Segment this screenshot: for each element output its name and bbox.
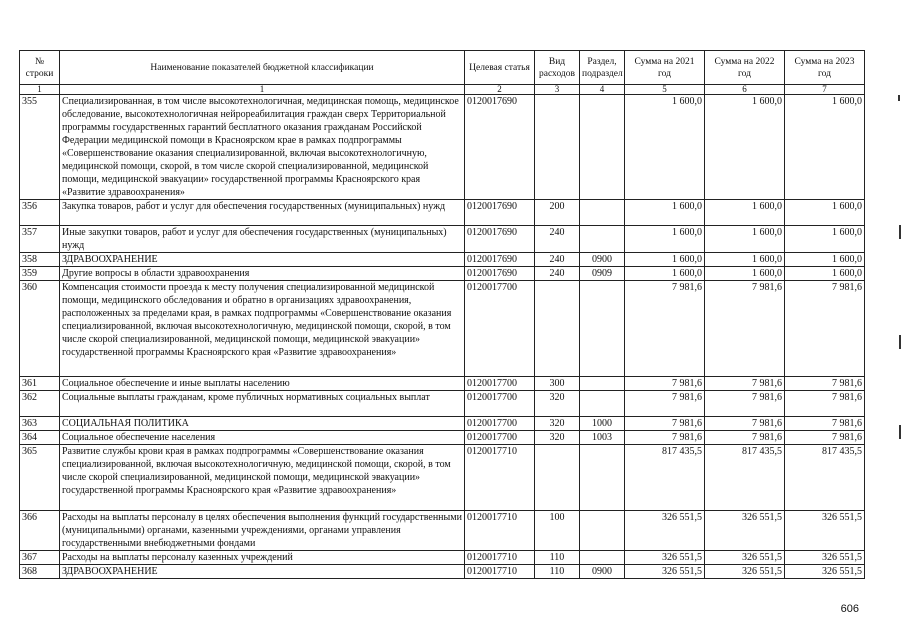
header-expense-type: Вид расходов xyxy=(535,51,580,85)
row-section xyxy=(580,200,625,226)
row-sum-2023: 7 981,6 xyxy=(785,431,865,445)
row-sum-2023: 326 551,5 xyxy=(785,565,865,579)
table-row xyxy=(20,417,865,431)
column-number-row xyxy=(20,85,865,95)
row-sum-2022: 7 981,6 xyxy=(705,377,785,391)
column-number: 3 xyxy=(535,85,580,95)
row-sum-2022: 7 981,6 xyxy=(705,391,785,417)
table-row xyxy=(20,377,865,391)
header-indicator-name: Наименование показателей бюджетной классификации xyxy=(60,51,465,85)
row-expense-type: 240 xyxy=(535,226,580,253)
row-target-article: 0120017690 xyxy=(465,200,535,226)
table-row xyxy=(20,551,865,565)
column-number: 1 xyxy=(60,85,465,95)
row-name: Компенсация стоимости проезда к месту получения специализированной медицинской помощи, медицинского обследования и обратно в организациях здравоохранения, расположенных за пределами края, в рамках подпрограммы «Совершенствование оказания специализированной, включая высокотехнологичную, медицинской помощи, скорой, в том числе скорой специализированной, медицинской помощи, медицинской эвакуации» государственной программы Красноярского края «Развитие здравоохранения» xyxy=(60,281,465,377)
row-number: 363 xyxy=(20,417,60,431)
table-row xyxy=(20,565,865,579)
row-section xyxy=(580,551,625,565)
row-sum-2021: 1 600,0 xyxy=(625,95,705,200)
row-name: Расходы на выплаты персоналу казенных учреждений xyxy=(60,551,465,565)
row-sum-2022: 1 600,0 xyxy=(705,267,785,281)
row-target-article: 0120017700 xyxy=(465,431,535,445)
header-sum-2022: Сумма на 2022 год xyxy=(705,51,785,85)
row-sum-2021: 1 600,0 xyxy=(625,200,705,226)
row-sum-2021: 7 981,6 xyxy=(625,391,705,417)
row-sum-2021: 7 981,6 xyxy=(625,281,705,377)
row-section xyxy=(580,281,625,377)
row-name: ЗДРАВООХРАНЕНИЕ xyxy=(60,253,465,267)
header-section: Раздел, подраздел xyxy=(580,51,625,85)
page-number: 606 xyxy=(840,603,859,615)
header-row-number: № строки xyxy=(20,51,60,85)
row-target-article: 0120017700 xyxy=(465,417,535,431)
row-name: СОЦИАЛЬНАЯ ПОЛИТИКА xyxy=(60,417,465,431)
row-target-article: 0120017700 xyxy=(465,281,535,377)
row-target-article: 0120017700 xyxy=(465,391,535,417)
table-row xyxy=(20,226,865,253)
row-expense-type: 240 xyxy=(535,267,580,281)
row-name: Социальные выплаты гражданам, кроме публичных нормативных социальных выплат xyxy=(60,391,465,417)
table-row xyxy=(20,431,865,445)
row-name: Иные закупки товаров, работ и услуг для обеспечения государственных (муниципальных) нужд xyxy=(60,226,465,253)
column-number: 4 xyxy=(580,85,625,95)
row-sum-2021: 7 981,6 xyxy=(625,377,705,391)
row-section xyxy=(580,377,625,391)
table-row xyxy=(20,445,865,511)
row-name: Закупка товаров, работ и услуг для обеспечения государственных (муниципальных) нужд xyxy=(60,200,465,226)
row-sum-2022: 7 981,6 xyxy=(705,417,785,431)
row-sum-2023: 7 981,6 xyxy=(785,391,865,417)
column-number: 6 xyxy=(705,85,785,95)
row-sum-2021: 1 600,0 xyxy=(625,226,705,253)
row-expense-type xyxy=(535,281,580,377)
row-expense-type: 110 xyxy=(535,551,580,565)
row-expense-type: 240 xyxy=(535,253,580,267)
row-section: 1003 xyxy=(580,431,625,445)
row-sum-2022: 817 435,5 xyxy=(705,445,785,511)
row-sum-2022: 326 551,5 xyxy=(705,565,785,579)
row-target-article: 0120017710 xyxy=(465,511,535,551)
row-section: 0909 xyxy=(580,267,625,281)
row-sum-2021: 1 600,0 xyxy=(625,267,705,281)
row-number: 366 xyxy=(20,511,60,551)
row-sum-2023: 1 600,0 xyxy=(785,200,865,226)
table-row xyxy=(20,95,865,200)
row-sum-2022: 326 551,5 xyxy=(705,551,785,565)
row-number: 359 xyxy=(20,267,60,281)
row-section xyxy=(580,95,625,200)
row-sum-2023: 7 981,6 xyxy=(785,417,865,431)
row-name: Социальное обеспечение населения xyxy=(60,431,465,445)
table-row xyxy=(20,511,865,551)
row-sum-2021: 7 981,6 xyxy=(625,431,705,445)
row-target-article: 0120017710 xyxy=(465,445,535,511)
row-expense-type: 100 xyxy=(535,511,580,551)
column-number: 5 xyxy=(625,85,705,95)
row-number: 365 xyxy=(20,445,60,511)
row-expense-type: 320 xyxy=(535,391,580,417)
row-sum-2023: 1 600,0 xyxy=(785,253,865,267)
row-target-article: 0120017710 xyxy=(465,551,535,565)
row-name: Специализированная, в том числе высокотехнологичная, медицинская помощь, медицинское обследование, высокотехнологичная нейрореабилитация граждан сверх Территориальной программы государственных гарантий бесплатного оказания гражданам Российской Федерации медицинской помощи в Красноярском крае в рамках подпрограммы «Совершенствование оказания специализированной, включая высокотехнологичную, медицинской помощи, скорой, в том числе скорой специализированной, медицинской помощи, медицинской эвакуации» государственной программы Красноярского края «Развитие здравоохранения» xyxy=(60,95,465,200)
row-sum-2022: 1 600,0 xyxy=(705,95,785,200)
row-sum-2023: 326 551,5 xyxy=(785,511,865,551)
row-name: Социальное обеспечение и иные выплаты населению xyxy=(60,377,465,391)
row-expense-type: 300 xyxy=(535,377,580,391)
table-row xyxy=(20,267,865,281)
row-name: Другие вопросы в области здравоохранения xyxy=(60,267,465,281)
header-sum-2021: Сумма на 2021 год xyxy=(625,51,705,85)
table-row xyxy=(20,253,865,267)
column-number: 2 xyxy=(465,85,535,95)
row-sum-2021: 326 551,5 xyxy=(625,565,705,579)
row-number: 360 xyxy=(20,281,60,377)
row-sum-2022: 326 551,5 xyxy=(705,511,785,551)
row-number: 364 xyxy=(20,431,60,445)
row-sum-2021: 326 551,5 xyxy=(625,511,705,551)
column-number: 7 xyxy=(785,85,865,95)
row-section: 0900 xyxy=(580,253,625,267)
row-sum-2022: 1 600,0 xyxy=(705,226,785,253)
column-number: 1 xyxy=(20,85,60,95)
row-sum-2022: 1 600,0 xyxy=(705,200,785,226)
table-row xyxy=(20,200,865,226)
row-sum-2022: 7 981,6 xyxy=(705,431,785,445)
row-target-article: 0120017690 xyxy=(465,95,535,200)
row-name: Развитие службы крови края в рамках подпрограммы «Совершенствование оказания специализированной, включая высокотехнологичную, медицинской помощи, скорой, в том числе скорой специализированной, медицинской помощи, медицинской эвакуации» государственной программы Красноярского края «Развитие здравоохранения» xyxy=(60,445,465,511)
header-target-article: Целевая статья xyxy=(465,51,535,85)
header-sum-2023: Сумма на 2023 год xyxy=(785,51,865,85)
row-number: 355 xyxy=(20,95,60,200)
row-target-article: 0120017690 xyxy=(465,253,535,267)
row-sum-2021: 817 435,5 xyxy=(625,445,705,511)
row-section xyxy=(580,226,625,253)
row-section xyxy=(580,511,625,551)
row-number: 357 xyxy=(20,226,60,253)
row-sum-2022: 1 600,0 xyxy=(705,253,785,267)
row-number: 362 xyxy=(20,391,60,417)
row-expense-type xyxy=(535,445,580,511)
row-section: 0900 xyxy=(580,565,625,579)
row-expense-type xyxy=(535,95,580,200)
row-sum-2022: 7 981,6 xyxy=(705,281,785,377)
row-number: 368 xyxy=(20,565,60,579)
row-target-article: 0120017690 xyxy=(465,267,535,281)
scan-margin-mark xyxy=(899,425,901,439)
table-row xyxy=(20,281,865,377)
row-expense-type: 200 xyxy=(535,200,580,226)
row-target-article: 0120017690 xyxy=(465,226,535,253)
row-section xyxy=(580,391,625,417)
row-name: Расходы на выплаты персоналу в целях обеспечения выполнения функций государственными (муниципальными) органами, казенными учреждениями, органами управления государственными внебюджетными фондами xyxy=(60,511,465,551)
scan-margin-mark xyxy=(898,95,900,101)
row-sum-2021: 326 551,5 xyxy=(625,551,705,565)
row-target-article: 0120017710 xyxy=(465,565,535,579)
row-number: 367 xyxy=(20,551,60,565)
row-number: 356 xyxy=(20,200,60,226)
scan-margin-mark xyxy=(899,335,901,349)
scan-margin-mark xyxy=(899,225,901,239)
table-row xyxy=(20,391,865,417)
row-target-article: 0120017700 xyxy=(465,377,535,391)
row-name: ЗДРАВООХРАНЕНИЕ xyxy=(60,565,465,579)
row-sum-2021: 7 981,6 xyxy=(625,417,705,431)
row-sum-2023: 1 600,0 xyxy=(785,267,865,281)
budget-table xyxy=(19,50,865,579)
row-expense-type: 320 xyxy=(535,431,580,445)
row-expense-type: 110 xyxy=(535,565,580,579)
row-sum-2021: 1 600,0 xyxy=(625,253,705,267)
row-expense-type: 320 xyxy=(535,417,580,431)
row-sum-2023: 1 600,0 xyxy=(785,226,865,253)
row-number: 361 xyxy=(20,377,60,391)
row-section xyxy=(580,445,625,511)
row-sum-2023: 7 981,6 xyxy=(785,281,865,377)
row-sum-2023: 817 435,5 xyxy=(785,445,865,511)
row-section: 1000 xyxy=(580,417,625,431)
row-sum-2023: 326 551,5 xyxy=(785,551,865,565)
row-sum-2023: 7 981,6 xyxy=(785,377,865,391)
row-number: 358 xyxy=(20,253,60,267)
header-row xyxy=(20,51,865,85)
row-sum-2023: 1 600,0 xyxy=(785,95,865,200)
